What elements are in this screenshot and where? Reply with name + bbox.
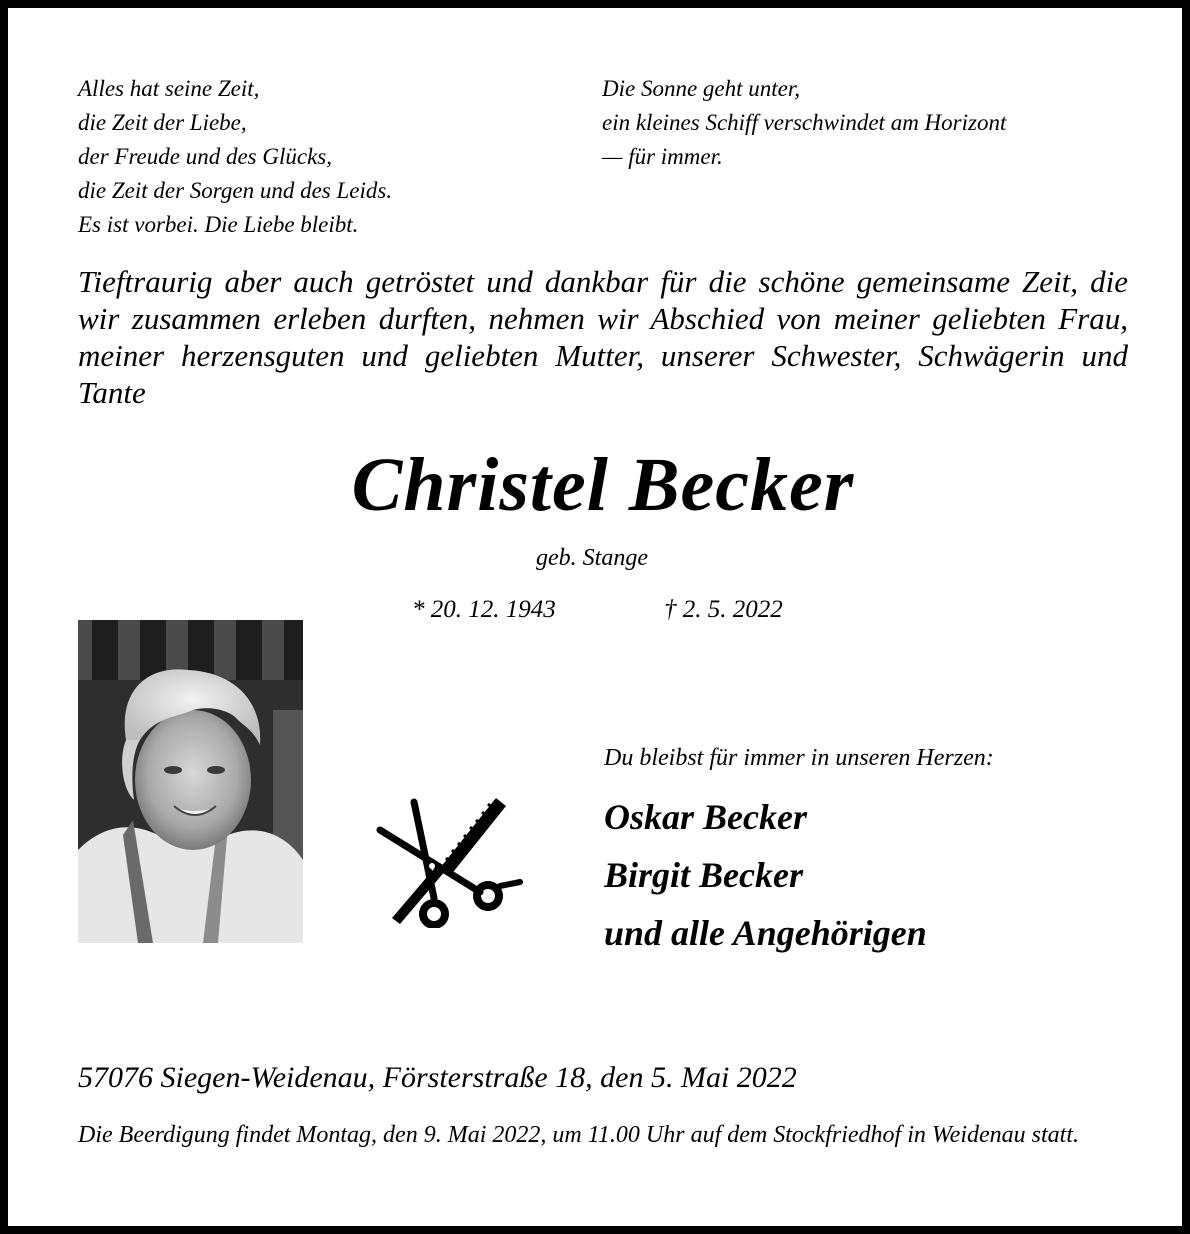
survivors-list [604,788,994,962]
maiden-name: geb. Stange [536,545,648,571]
address-line: 57076 Siegen-Weidenau, Försterstraße 18, den 5. Mai 2022 [78,1061,797,1094]
intro-text: Tieftraurig aber auch getröstet und dankbar für die schöne gemeinsame Zeit, die wir zusammen erleben durften, nehmen wir Abschied von meiner geliebten Frau, meiner herzensguten und geliebten Mutter, unserer Schwester, Schwägerin und Tante [78,264,1128,410]
survivors-intro: Du bleibst für immer in unseren Herzen: [604,745,994,771]
poem-right-line: — für immer. [602,144,723,169]
poem-left-line: Es ist vorbei. Die Liebe bleibt. [78,212,359,237]
deceased-name: Christel Becker [351,443,855,527]
funeral-info: Die Beerdigung findet Montag, den 9. Mai 2022, um 11.00 Uhr auf dem Stockfriedhof in Weidenau statt. [78,1122,1079,1148]
poem-left-line: der Freude und des Glücks, [78,144,332,169]
poem-right [602,72,1006,174]
poem-right-line: Die Sonne geht unter, [602,76,801,101]
poem-left-line: die Zeit der Liebe, [78,110,247,135]
portrait-photo [78,620,303,943]
poem-left-line: Alles hat seine Zeit, [78,76,260,101]
birth-date: * 20. 12. 1943 [412,596,556,623]
death-date: † 2. 5. 2022 [664,596,783,623]
poem-left-line: die Zeit der Sorgen und des Leids. [78,178,393,203]
survivors-block [604,743,994,962]
poem-right-line: ein kleines Schiff verschwindet am Horizont [602,110,1007,135]
poem-left [78,72,392,242]
survivor-name: Birgit Becker [604,855,803,895]
survivor-name: Oskar Becker [604,797,807,837]
scissors-comb-icon [372,794,524,928]
survivor-name: und alle Angehörigen [604,913,927,953]
